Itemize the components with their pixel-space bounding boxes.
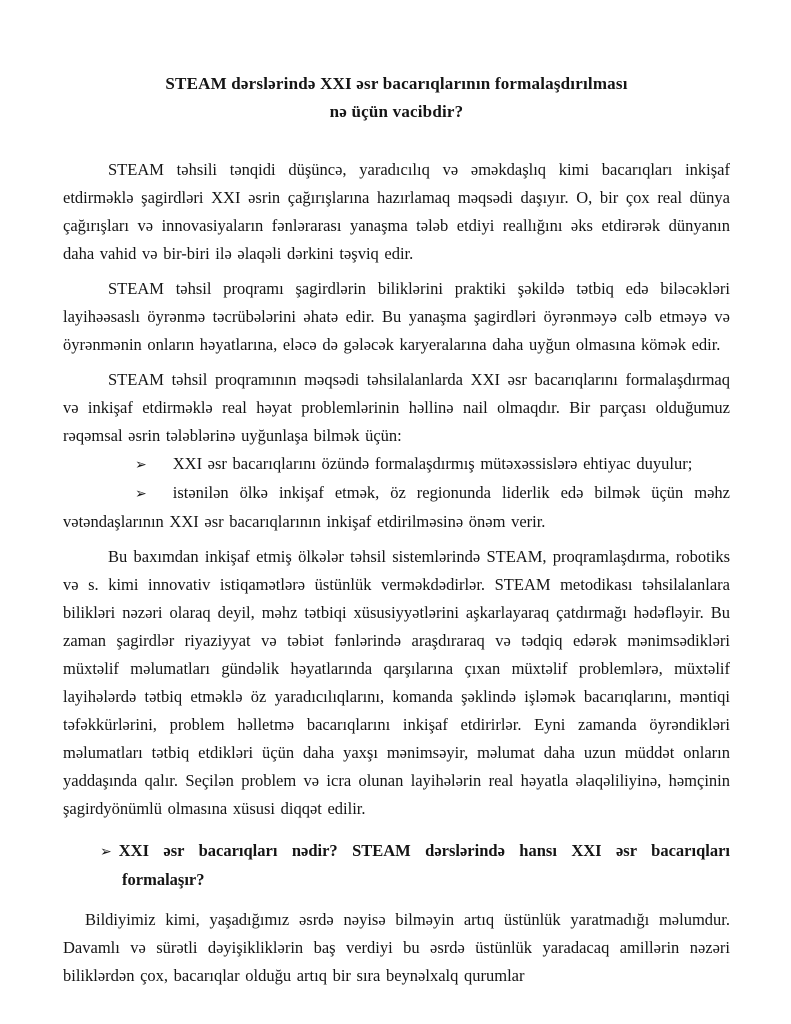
title-line-2: nə üçün vacibdir? — [329, 102, 464, 121]
arrow-bullet-icon: ➢ — [100, 844, 112, 860]
bullet-item-2-text: istənilən ölkə inkişaf etmək, öz regionunda liderlik edə bilmək üçün məhz vətəndaşlarının XXI əsr bacarıqlarının inkişaf etdirilməsinə önəm verir. — [63, 483, 730, 531]
bullet-item-1-text: XXI əsr bacarıqlarını özündə formalaşdırmış mütəxəssislərə ehtiyac duyulur; — [172, 454, 693, 473]
document-title — [63, 70, 730, 126]
paragraph-2: STEAM təhsil proqramı şagirdlərin biliklərini praktiki şəkildə tətbiq edə biləcəkləri layihəəsaslı öyrənmə təcrübələrini əhatə edir. Bu yanaşma şagirdləri öyrənməyə cəlb etməyə və öyrənmənin onların həyatlarına, eləcə də gələcək karyeralarına daha uyğun olmasına kömək edir. — [63, 279, 730, 354]
bullet-item-2 — [63, 479, 730, 536]
paragraph-4: Bu baxımdan inkişaf etmiş ölkələr təhsil sistemlərində STEAM, proqramlaşdırma, robotiks və s. kimi innovativ istiqamətlərə üstünlük verməkdədirlər. STEAM metodikası təhsilalanlara bilikləri nəzəri olaraq deyil, məhz tətbiqi xüsusiyyətlərini aşkarlayaraq çatdırmağı hədəfləyir. Bu zaman şagirdlər riyaziyyat və təbiət fənlərində araşdıraraq və tədqiq edərək mənimsədikləri müxtəlif məlumatları gündəlik həyatlarında qarşılarına çıxan müxtəlif problemlərə, müxtəlif layihələrdə tətbiq etməklə öz yaradıcılıqlarını, komanda şəklində işləmək bacarıqlarını, məntiqi təfəkkürlərini, problem həlletmə bacarıqlarını inkişaf etdirirlər. Eyni zamanda öyrəndikləri məlumatları tətbiq etdikləri üçün daha yaxşı mənimsəyir, məlumat daha uzun müddət onların yaddaşında qalır. Seçilən problem və icra olunan layihələrin real həyatla əlaqəliliyinə, həmçinin şagirdyönümlü olmasına xüsusi diqqət edilir. — [63, 547, 730, 818]
paragraph-3-intro: STEAM təhsil proqramının məqsədi təhsilalanlarda XXI əsr bacarıqlarını formalaşdırmaq və inkişaf etdirməklə real həyat problemlərinin həllinə nail olmaqdır. Bir parçası olduğumuz rəqəmsal əsrin tələblərinə uyğunlaşa bilmək üçün: — [63, 370, 730, 445]
bullet-list — [63, 450, 730, 536]
paragraph-1: STEAM təhsili tənqidi düşüncə, yaradıcılıq və əməkdaşlıq kimi bacarıqları inkişaf etdirməklə şagirdləri XXI əsrin çağırışlarına hazırlamaq məqsədi daşıyır. O, bir çox real dünya çağırışları və innovasiyaların fənlərarası yanaşma tələb etdiyi reallığını əks etdirərək dünyanın daha vahid və bir-biri ilə əlaqəli dərkini təşviq edir. — [63, 160, 730, 263]
arrow-bullet-icon: ➢ — [135, 457, 147, 473]
section-heading-text: XXI əsr bacarıqları nədir? STEAM dərslərində hansı XXI əsr bacarıqları formalaşır? — [118, 841, 730, 889]
paragraph-5: Bildiyimiz kimi, yaşadığımız əsrdə nəyisə bilməyin artıq üstünlük yaratmadığı məlumdur. Davamlı və sürətli dəyişikliklərin baş verdiyi bu əsrdə üstünlük yaradacaq amillərin nəzəri biliklərdən çox, bacarıqlar olduğu artıq bir sıra beynəlxalq qurumlar — [63, 910, 730, 985]
title-line-1: STEAM dərslərində XXI əsr bacarıqlarının formalaşdırılması — [165, 74, 628, 93]
bullet-item-1 — [63, 450, 730, 479]
arrow-bullet-icon: ➢ — [135, 486, 147, 502]
section-heading — [63, 837, 730, 894]
